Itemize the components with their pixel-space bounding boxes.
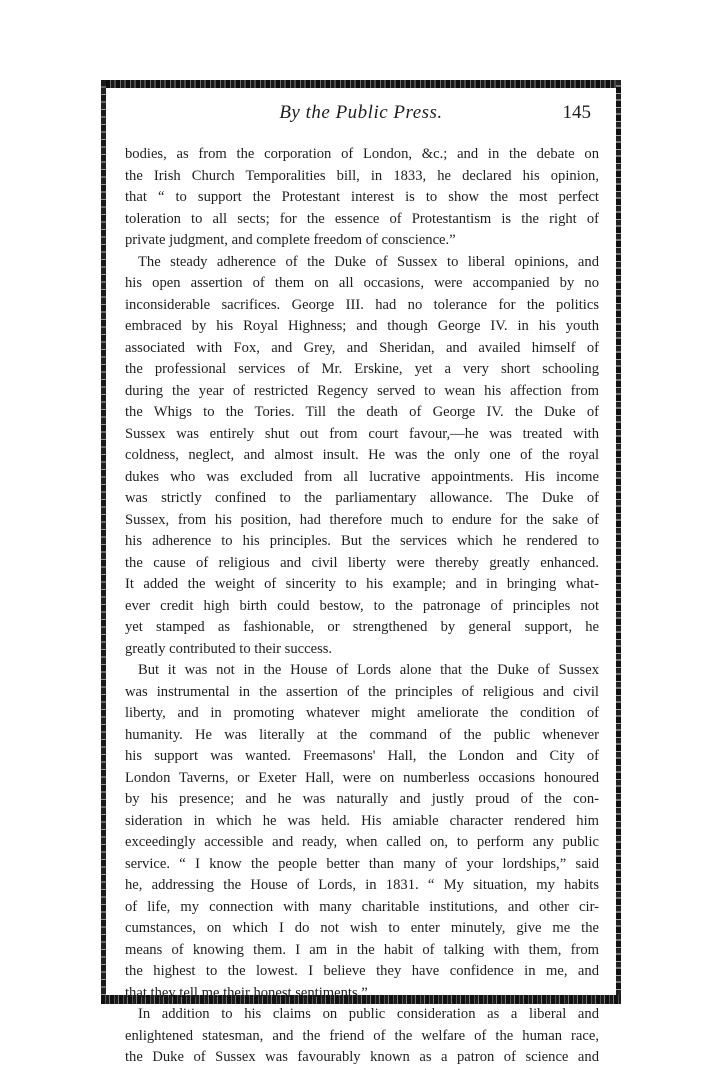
page-number: 145 [562,102,591,123]
text-line: associated with Fox, and Grey, and Sheridan, and availed himself of [125,339,599,356]
text-line: the cause of religious and civil liberty were thereby greatly enhanced. [125,554,599,571]
text-line: his open assertion of them on all occasions, were accompanied by no [125,275,599,291]
frame-border-right [616,80,621,1004]
text-line: liberty, and in promoting whatever might ameliorate the condition of [125,705,599,721]
text-line: the highest to the lowest. I believe they have confidence in me, and [125,963,599,979]
text-line: Sussex was entirely shut out from court favour,—he was treated with [125,425,599,442]
text-line: yet stamped as fashionable, or strengthened by general support, he [125,619,599,635]
text-line: embraced by his Royal Highness; and though George IV. in his youth [125,318,599,334]
text-line: coldness, neglect, and almost insult. He was the only one of the royal [125,447,599,463]
text-line: means of knowing them. I am in the habit of talking with them, from [125,941,599,958]
text-line: But it was not in the House of Lords alone that the Duke of Sussex [138,662,599,678]
text-line: the professional services of Mr. Erskine, yet a very short schooling [125,361,599,377]
text-line: The steady adherence of the Duke of Sussex to liberal opinions, and [138,253,599,270]
text-line: inconsiderable sacrifices. George III. had no tolerance for the politics [125,296,599,313]
text-line: that “ to support the Protestant interest is to show the most perfect [125,189,599,205]
text-line: the Whigs to the Tories. Till the death of George IV. the Duke of [125,404,599,420]
running-title: By the Public Press. [279,102,443,123]
text-line: humanity. He was literally at the command of the public whenever [125,726,599,743]
text-line: Sussex, from his position, had therefore much to endure for the sake of [125,511,599,528]
body-text [125,144,599,1069]
text-line: his adherence to his principles. But the services which he rendered to [125,533,599,549]
text-line: the Irish Church Temporalities bill, in 1833, he declared his opinion, [125,167,599,184]
text-line: exceedingly accessible and ready, when called on, to perform any public [125,834,599,850]
page-frame [101,80,621,1065]
frame-border-top [101,80,621,88]
text-line: by his presence; and he was naturally and justly proud of the con- [125,791,599,807]
text-line: greatly contributed to their success. [125,640,333,657]
text-line: toleration to all sects; for the essence of Protestantism is the right of [125,210,599,227]
text-line: private judgment, and complete freedom of conscience.” [125,232,456,248]
text-line: cumstances, on which I do not wish to enter minutely, give me the [125,920,599,936]
text-line: during the year of restricted Regency served to wean his affection from [125,382,599,399]
text-line: ever credit high birth could bestow, to the patronage of principles not [125,597,599,614]
text-line: bodies, as from the corporation of London, &c.; and in the debate on [125,146,599,162]
text-line: service. “ I know the people better than many of your lordships,” said [125,855,599,872]
text-line: enlightened statesman, and the friend of the welfare of the human race, [125,1027,599,1044]
text-line: sideration in which he was held. His amiable character rendered him [125,812,599,829]
page-header [101,102,621,132]
text-line: his support was wanted. Freemasons' Hall, the London and City of [125,748,599,764]
text-line: the Duke of Sussex was favourably known as a patron of science and [125,1049,599,1065]
text-line: of life, my connection with many charitable institutions, and other cir- [125,898,599,915]
text-line: In addition to his claims on public consideration as a liberal and [138,1006,599,1022]
text-line: he, addressing the House of Lords, in 1831. “ My situation, my habits [125,877,599,893]
text-line: was instrumental in the assertion of the principles of religious and civil [125,683,599,700]
text-line: that they tell me their honest sentiments.” [125,984,368,1001]
frame-border-left [101,80,106,1004]
text-line: London Taverns, or Exeter Hall, were on numberless occasions honoured [125,769,599,786]
text-line: was strictly confined to the parliamentary allowance. The Duke of [125,490,599,506]
text-line: It added the weight of sincerity to his example; and in bringing what- [125,576,599,592]
text-line: dukes who was excluded from all lucrative appointments. His income [125,468,599,485]
